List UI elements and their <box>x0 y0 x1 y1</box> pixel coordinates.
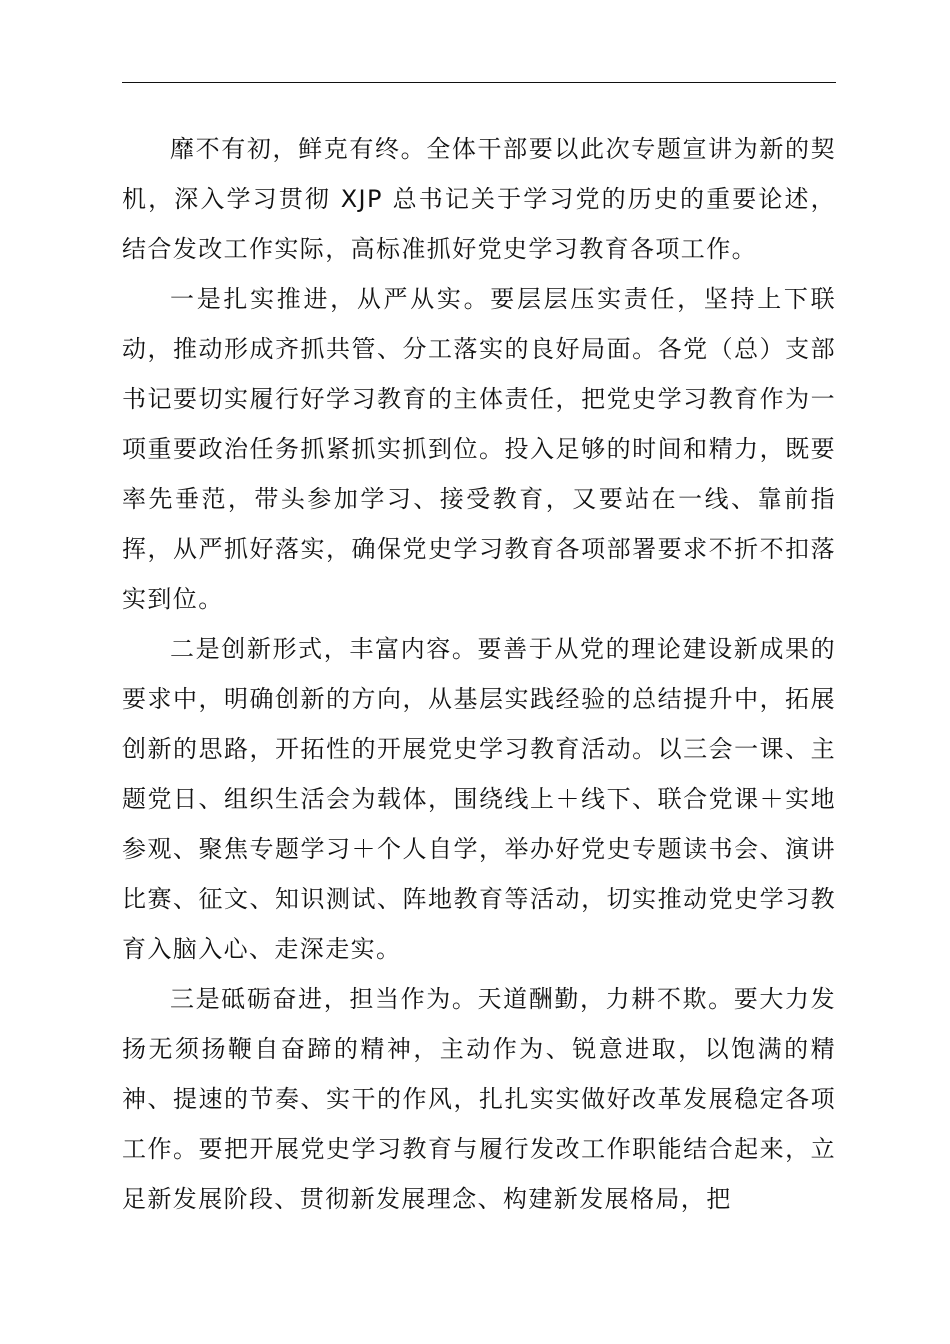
header-rule <box>122 82 836 83</box>
paragraph-point-one: 一是扎实推进，从严从实。要层层压实责任，坚持上下联动，推动形成齐抓共管、分工落实的良好局面。各党（总）支部书记要切实履行好学习教育的主体责任，把党史学习教育作为一项重要政治任务抓紧抓实抓到位。投入足够的时间和精力，既要率先垂范，带头参加学习、接受教育，又要站在一线、靠前指挥，从严抓好落实，确保党史学习教育各项部署要求不折不扣落实到位。 <box>122 285 836 613</box>
paragraph-point-two: 二是创新形式，丰富内容。要善于从党的理论建设新成果的要求中，明确创新的方向，从基层实践经验的总结提升中，拓展创新的思路，开拓性的开展党史学习教育活动。以三会一课、主题党日、组织生活会为载体，围绕线上＋线下、联合党课＋实地参观、聚焦专题学习＋个人自学，举办好党史专题读书会、演讲比赛、征文、知识测试、阵地教育等活动，切实推动党史学习教育入脑入心、走深走实。 <box>122 635 836 963</box>
paragraph-point-three: 三是砥砺奋进，担当作为。天道酬勤，力耕不欺。要大力发扬无须扬鞭自奋蹄的精神，主动作为、锐意进取，以饱满的精神、提速的节奏、实干的作风，扎扎实实做好改革发展稳定各项工作。要把开展党史学习教育与履行发改工作职能结合起来，立足新发展阶段、贯彻新发展理念、构建新发展格局，把 <box>122 985 836 1213</box>
paragraph-closing-remarks: 靡不有初，鲜克有终。全体干部要以此次专题宣讲为新的契机，深入学习贯彻 XJP 总书记关于学习党的历史的重要论述，结合发改工作实际，高标准抓好党史学习教育各项工作。 <box>122 135 836 263</box>
document-body <box>122 124 836 1224</box>
